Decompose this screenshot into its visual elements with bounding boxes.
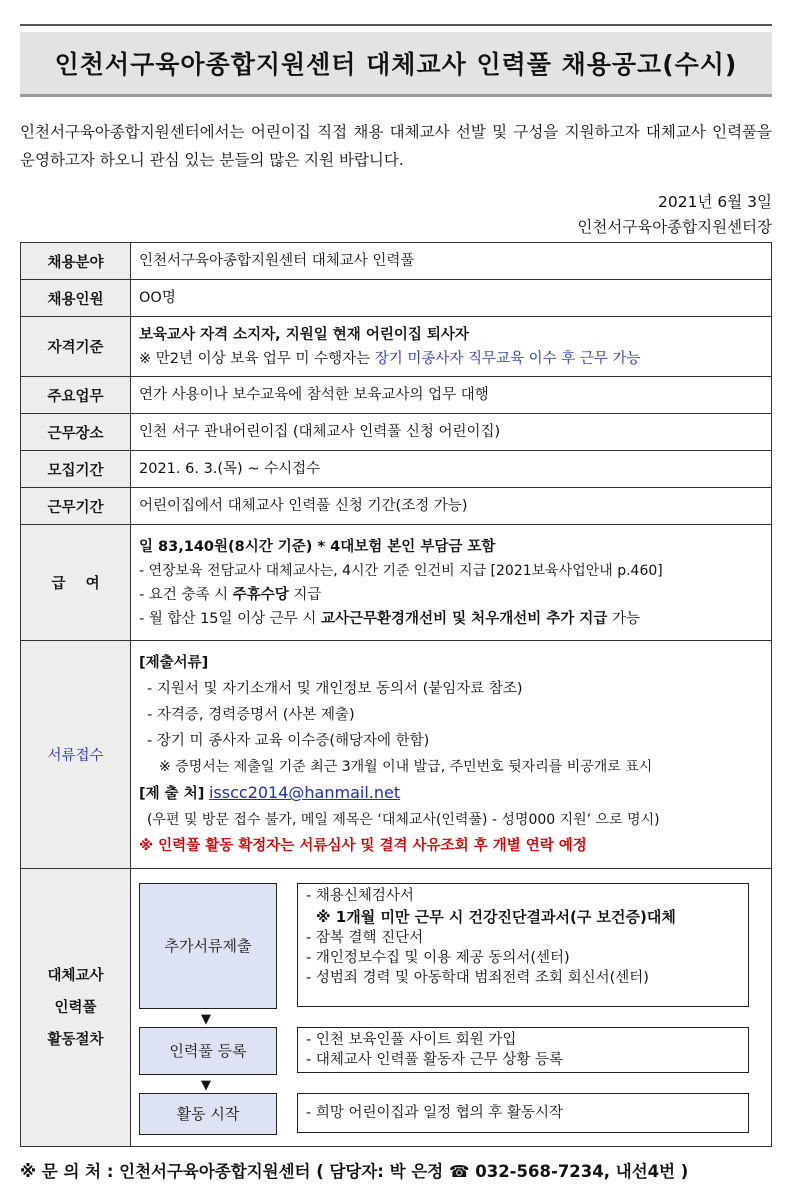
row-value	[131, 317, 772, 377]
contact-footer: ※ 문 의 처 : 인천서구육아종합지원센터 ( 담당자: 박 은정 ☎ 032-568-7234, 내선4번 )	[20, 1162, 689, 1181]
down-arrow-icon: ▼	[201, 1011, 211, 1027]
row-field	[21, 243, 772, 280]
salary-line	[139, 583, 763, 607]
issuer: 인천서구육아종합지원센터장	[577, 218, 772, 236]
document-note: ※ 증명서는 제출일 기준 최근 3개월 이내 발급, 주민번호 뒷자리를 비공개로 표시	[159, 759, 653, 775]
procedure-label: 대체교사	[47, 967, 104, 984]
procedure-label: 인력풀	[54, 999, 97, 1016]
detail-line: - 채용신체검사서	[306, 887, 414, 904]
row-header: 근무장소	[21, 414, 131, 451]
note-text: ※ 만2년 이상 보육 업무 미 수행자는	[139, 350, 375, 367]
detail-line: - 대체교사 인력풀 활동자 근무 상황 등록	[306, 1051, 563, 1068]
email-link[interactable]: isscc2014@hanmail.net	[208, 783, 401, 802]
document-item: - 지원서 및 자기소개서 및 개인정보 동의서 (붙임자료 참조)	[147, 681, 523, 697]
procedure-diagram	[131, 877, 771, 1139]
date-block	[577, 190, 772, 240]
row-duties	[21, 377, 772, 414]
documents-heading: [제출서류]	[139, 655, 209, 671]
detail-line: - 잠복 결핵 진단서	[306, 929, 424, 946]
salary-text: - 요건 충족 시	[139, 586, 233, 603]
row-header: 자격기준	[21, 317, 131, 377]
salary-text: 지급	[288, 586, 322, 603]
row-location	[21, 414, 772, 451]
row-value: OO명	[131, 280, 772, 317]
document-item: - 장기 미 종사자 교육 이수증(해당자에 한함)	[147, 733, 430, 749]
submit-line	[139, 780, 763, 807]
row-value: 2021. 6. 3.(목) ~ 수시접수	[131, 451, 772, 488]
detail-line: - 희망 어린이집과 일정 협의 후 활동시작	[306, 1104, 563, 1121]
row-documents	[21, 641, 772, 869]
detail-line: - 성범죄 경력 및 아동학대 범죄전력 조회 회신서(센터)	[306, 969, 649, 986]
page-title: 인천서구육아종합지원센터 대체교사 인력풀 채용공고(수시)	[54, 50, 738, 79]
row-headcount	[21, 280, 772, 317]
step-detail	[297, 1093, 749, 1133]
row-header: 모집기간	[21, 451, 131, 488]
row-value: 인천 서구 관내어린이집 (대체교사 인력풀 신청 어린이집)	[131, 414, 772, 451]
row-salary	[21, 525, 772, 641]
step-detail	[297, 883, 749, 1007]
salary-bold: 주휴수당	[232, 586, 289, 603]
row-header: 채용분야	[21, 243, 131, 280]
row-header: 급 여	[21, 525, 131, 641]
step-detail	[297, 1027, 749, 1073]
detail-line: - 인천 보육인풀 사이트 회원 가입	[306, 1031, 517, 1048]
row-value: 인천서구육아종합지원센터 대체교사 인력풀	[131, 243, 772, 280]
step-box: 활동 시작	[139, 1093, 277, 1135]
salary-text: - 월 합산 15일 이상 근무 시	[139, 610, 322, 627]
salary-text: 가능	[607, 610, 640, 627]
row-header: 서류접수	[21, 641, 131, 869]
row-header: 주요업무	[21, 377, 131, 414]
row-value: 어린이집에서 대체교사 인력풀 신청 기간(조정 가능)	[131, 488, 772, 525]
step-box: 인력풀 등록	[139, 1027, 277, 1075]
row-value: 연가 사용이나 보수교육에 참석한 보육교사의 업무 대행	[131, 377, 772, 414]
row-value	[131, 641, 772, 869]
salary-line: - 연장보육 전담교사 대체교사는, 4시간 기준 인건비 지급 [2021보육사업안내 p.460]	[139, 562, 663, 579]
row-procedure	[21, 869, 772, 1147]
row-value	[131, 525, 772, 641]
detail-line: - 개인정보수집 및 이용 제공 동의서(센터)	[306, 949, 570, 966]
row-header	[21, 869, 131, 1147]
qualification-main: 보육교사 자격 소지자, 지원일 현재 어린이집 퇴사자	[139, 326, 469, 343]
row-header: 채용인원	[21, 280, 131, 317]
note-highlight: 장기 미종사자 직무교육 이수 후 근무 가능	[374, 350, 641, 367]
document-item: - 자격증, 경력증명서 (사본 제출)	[147, 707, 355, 723]
salary-line	[139, 607, 763, 631]
recruitment-table	[20, 242, 772, 1147]
procedure-flow	[131, 869, 772, 1147]
red-notice: ※ 인력풀 활동 확정자는 서류심사 및 결격 사유조회 후 개별 연락 예정	[139, 838, 587, 854]
notice-date: 2021년 6월 3일	[658, 193, 772, 211]
intro-paragraph: 인천서구육아종합지원센터에서는 어린이집 직접 채용 대체교사 선발 및 구성을 지원하고자 대체교사 인력풀을 운영하고자 하오니 관심 있는 분들의 많은 지원 바랍니다.	[20, 123, 772, 169]
submit-label: [제 출 처]	[139, 786, 205, 802]
row-qualification	[21, 317, 772, 377]
row-recruit-period	[21, 451, 772, 488]
salary-bold: 교사근무환경개선비 및 처우개선비 추가 지급	[321, 610, 608, 627]
row-header: 근무기간	[21, 488, 131, 525]
qualification-note	[139, 347, 763, 371]
down-arrow-icon: ▼	[201, 1077, 211, 1093]
procedure-label: 활동절차	[47, 1031, 104, 1048]
detail-line: ※ 1개월 미만 근무 시 건강진단결과서(구 보건증)대체	[316, 907, 676, 926]
step-box: 추가서류제출	[139, 883, 277, 1009]
top-divider	[20, 24, 772, 26]
title-banner	[20, 32, 772, 97]
row-work-period	[21, 488, 772, 525]
submit-note: (우편 및 방문 접수 불가, 메일 제목은 ‘대체교사(인력풀) - 성명000 지원’ 으로 명시)	[147, 812, 660, 828]
salary-main: 일 83,140원(8시간 기준) * 4대보험 본인 부담금 포함	[139, 538, 496, 555]
